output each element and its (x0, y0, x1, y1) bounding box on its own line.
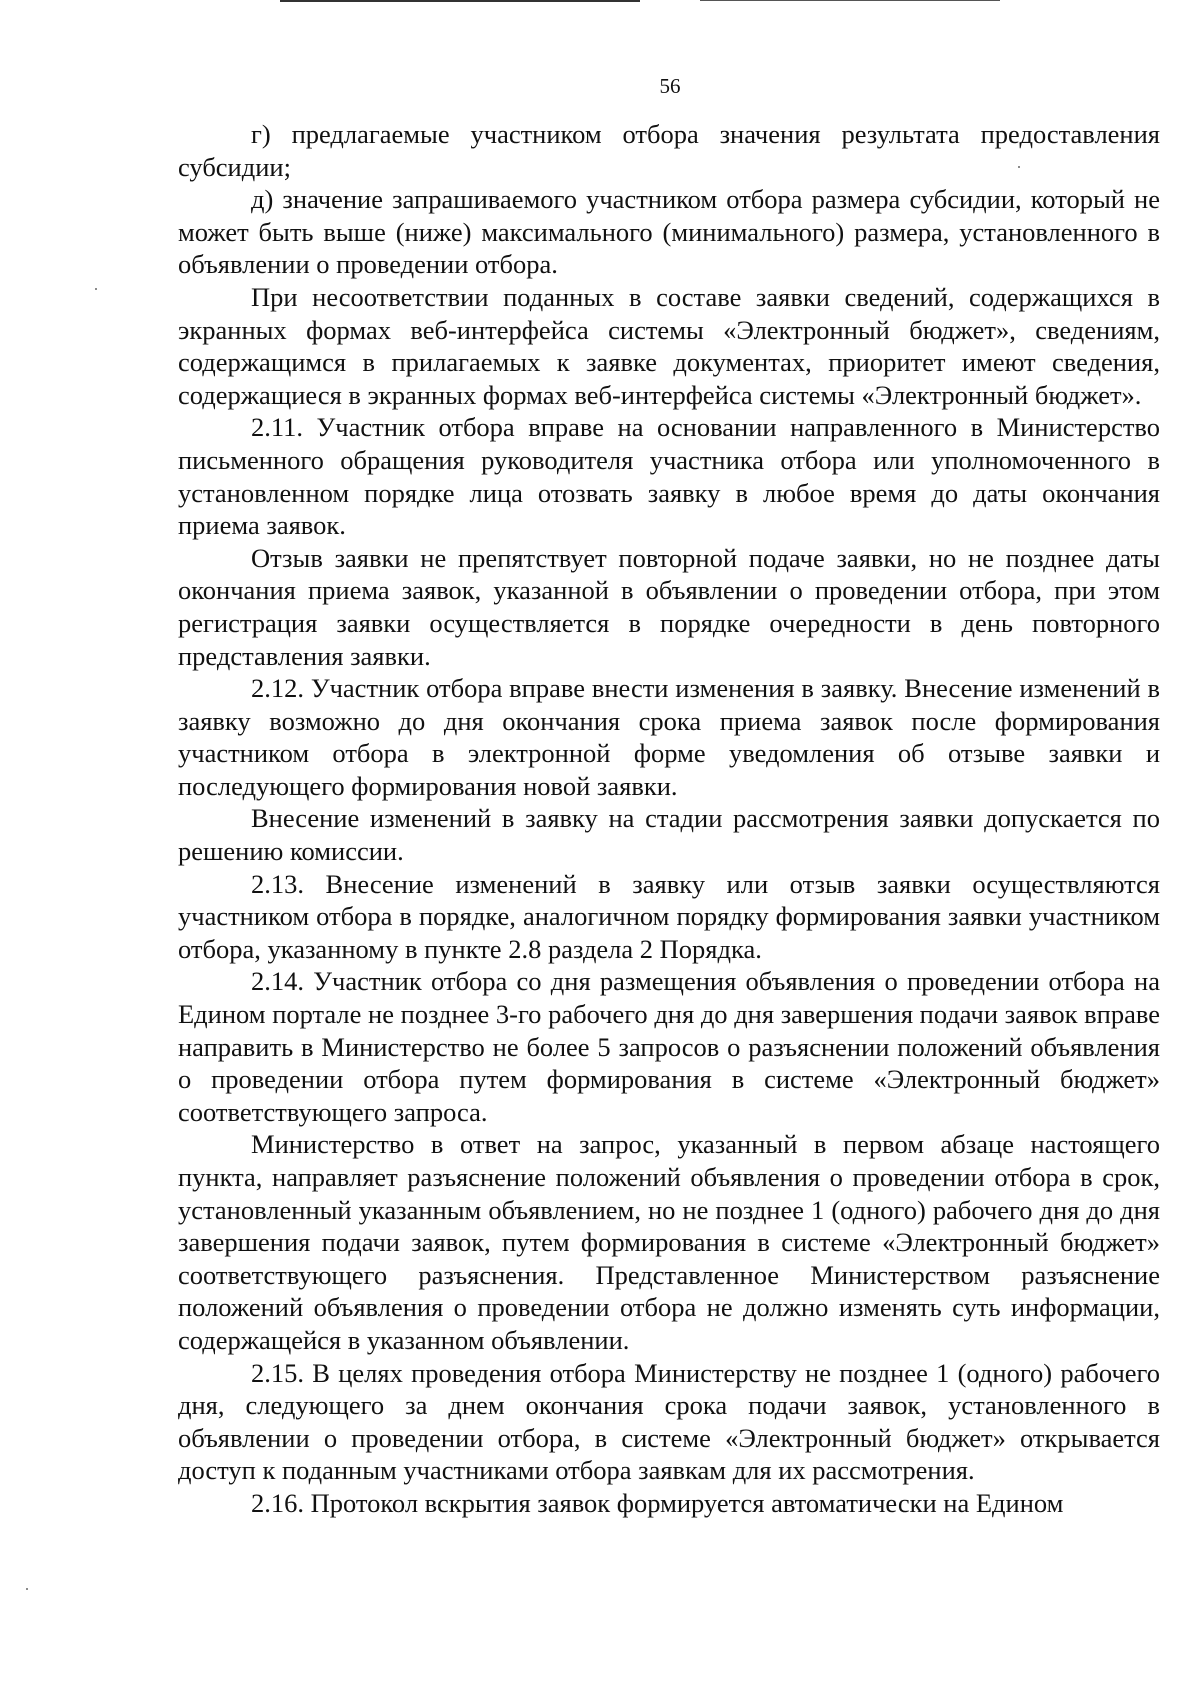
paragraph-2-11: 2.11. Участник отбора вправе на основании направленного в Министерство письменного обращения руководителя участника отбора или уполномоченного в установленном порядке лица отозвать заявку в любое время до даты окончания приема заявок. (178, 412, 1160, 541)
paragraph-g: г) предлагаемые участником отбора значения результата предоставления субсидии; (178, 119, 1160, 182)
paragraph-2-14: 2.14. Участник отбора со дня размещения объявления о проведении отбора на Едином портале не позднее 3-го рабочего дня до дня завершения подачи заявок вправе направить в Министерство не более 5 запросов о разъяснении положений объявления о проведении отбора путем формирования в системе «Электронный бюджет» соответствующего запроса. (178, 966, 1160, 1127)
paragraph-changes-review: Внесение изменений в заявку на стадии рассмотрения заявки допускается по решению комиссии. (178, 803, 1160, 867)
paragraph-2-15: 2.15. В целях проведения отбора Министерству не позднее 1 (одного) рабочего дня, следующего за днем окончания срока подачи заявок, установленного в объявлении о проведении отбора, в системе «Электронный бюджет» открывается доступ к поданным участниками отбора заявкам для их рассмотрения. (178, 1357, 1160, 1486)
page-number: 56 (659, 74, 681, 98)
paragraph-2-16: 2.16. Протокол вскрытия заявок формируется автоматически на Едином (251, 1487, 1064, 1518)
paragraph-mismatch-priority: При несоответствии поданных в составе заявки сведений, содержащихся в экранных формах веб-интерфейса системы «Электронный бюджет», сведениям, содержащимся в прилагаемых к заявке документах, приоритет имеют сведения, содержащиеся в экранных формах веб-интерфейса системы «Электронный бюджет». (178, 281, 1160, 410)
paragraph-2-12: 2.12. Участник отбора вправе внести изменения в заявку. Внесение изменений в заявку возможно до дня окончания срока приема заявок после формирования участником отбора в электронной форме уведомления об отзыве заявки и последующего формирования новой заявки. (178, 673, 1160, 801)
paragraph-d: д) значение запрашиваемого участником отбора размера субсидии, который не может быть выше (ниже) максимального (минимального) размера, установленного в объявлении о проведении отбора. (178, 184, 1160, 280)
scan-edge-line (280, 0, 640, 2)
document-body (178, 118, 1160, 1520)
paragraph-withdrawal: Отзыв заявки не препятствует повторной подаче заявки, но не позднее даты окончания приема заявок, указанной в объявлении о проведении отбора, при этом регистрация заявки осуществляется в порядке очередности в день повторного представления заявки. (178, 542, 1160, 671)
scan-speck (26, 1588, 28, 1590)
paragraph-ministry-response: Министерство в ответ на запрос, указанный в первом абзаце настоящего пункта, направляет разъяснение положений объявления о проведении отбора в срок, установленный указанным объявлением, но не позднее 1 (одного) рабочего дня до дня завершения подачи заявок, путем формирования в системе «Электронный бюджет» соответствующего разъяснения. Представленное Министерством разъяснение положений объявления о проведении отбора не должно изменять суть информации, содержащейся в указанном объявлении. (178, 1129, 1160, 1355)
paragraph-2-13: 2.13. Внесение изменений в заявку или отзыв заявки осуществляются участником отбора в порядке, аналогичном порядку формирования заявки участником отбора, указанному в пункте 2.8 раздела 2 Порядка. (178, 868, 1160, 964)
scan-speck (95, 288, 97, 290)
scan-edge-line (700, 0, 1000, 1)
